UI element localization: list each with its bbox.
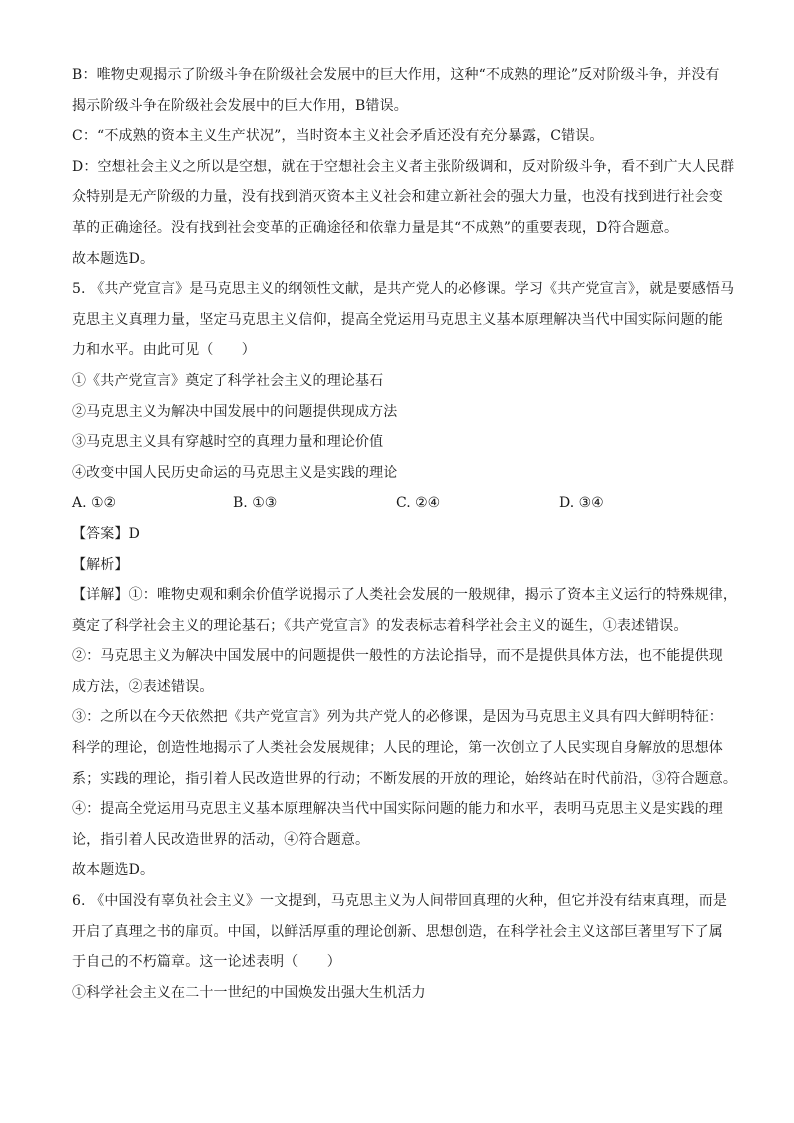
statement-4: ④改变中国人民历史命运的马克思主义是实践的理论 — [72, 464, 398, 481]
text-line: 奠定了科学社会主义的理论基石；《共产党宣言》的发表标志着科学社会主义的诞生，①表述错误。 — [72, 617, 688, 634]
question-5-stem: 5. 《共产党宣言》是马克思主义的纲领性文献，是共产党人的必修课。学习《共产党宣言》，就是要感悟马 — [72, 281, 735, 298]
question-5-stem: 力和水平。由此可见（ ） — [72, 342, 256, 359]
choice-d: D. ③④ — [559, 495, 604, 512]
choice-a: A. ①② — [72, 495, 117, 512]
statement-2: ②马克思主义为解决中国发展中的问题提供现成方法 — [72, 403, 398, 420]
text-line: ③：之所以在今天依然把《共产党宣言》列为共产党人的必修课，是因为马克思主义具有四大鲜明特征： — [72, 709, 723, 726]
text-line: 众特别是无产阶级的力量，没有找到消灭资本主义社会和建立新社会的强大力量，也没有找到进行社会变 — [72, 189, 723, 206]
text-line: 揭示阶级斗争在阶级社会发展中的巨大作用，B错误。 — [72, 97, 408, 114]
choice-c: C. ②④ — [396, 495, 441, 512]
text-line: 科学的理论，创造性地揭示了人类社会发展规律；人民的理论，第一次创立了人民实现自身解放的思想体 — [72, 740, 723, 757]
question-6-stem: 于自己的不朽篇章。这一论述表明（ ） — [72, 954, 341, 971]
question-6-stem: 6. 《中国没有辜负社会主义》一文提到，马克思主义为人间带回真理的火种，但它并没有结束真理，而是 — [72, 893, 728, 910]
text-line: 成方法，②表述错误。 — [72, 678, 214, 695]
text-line: 革的正确途径。没有找到社会变革的正确途径和依靠力量是其“不成熟”的重要表现，D符合题意。 — [72, 219, 679, 236]
analysis-label: 【解析】 — [72, 556, 129, 573]
question-6-stem: 开启了真理之书的扉页。中国，以鲜活厚重的理论创新、思想创造，在科学社会主义这部巨著里写下了属 — [72, 923, 723, 940]
text-line: B：唯物史观揭示了阶级斗争在阶级社会发展中的巨大作用，这种“不成熟的理论”反对阶级斗争，并没有 — [72, 67, 720, 83]
text-line: D：空想社会主义之所以是空想，就在于空想社会主义者主张阶级调和，反对阶级斗争，看不到广大人民群 — [72, 158, 735, 175]
answer-label: 【答案】D — [72, 525, 140, 542]
text-line: ②：马克思主义为解决中国发展中的问题提供一般性的方法论指导，而不是提供具体方法，也不能提供现 — [72, 648, 723, 665]
text-line: 论，指引着人民改造世界的活动，④符合题意。 — [72, 831, 370, 848]
text-line: 故本题选D。 — [72, 250, 155, 267]
text-line: 【详解】①：唯物史观和剩余价值学说揭示了人类社会发展的一般规律，揭示了资本主义运行的特殊规律， — [72, 587, 738, 604]
text-line: ④：提高全党运用马克思主义基本原理解决当代中国实际问题的能力和水平，表明马克思主义是实践的理 — [72, 801, 723, 818]
statement-1: ①科学社会主义在二十一世纪的中国焕发出强大生机活力 — [72, 984, 426, 1001]
statement-1: ①《共产党宣言》奠定了科学社会主义的理论基石 — [72, 372, 384, 389]
document-page — [72, 60, 738, 1008]
text-line: C：“不成熟的资本主义生产状况”，当时资本主义社会矛盾还没有充分暴露，C错误。 — [72, 128, 604, 145]
choice-b: B. ①③ — [233, 495, 278, 512]
statement-3: ③马克思主义具有穿越时空的真理力量和理论价值 — [72, 434, 384, 451]
answer-choices — [72, 488, 724, 519]
text-line: 故本题选D。 — [72, 862, 155, 879]
text-line: 系；实践的理论，指引着人民改造世界的行动；不断发展的开放的理论，始终站在时代前沿，③符合题意。 — [72, 770, 738, 787]
question-5-stem: 克思主义真理力量，坚定马克思主义信仰，提高全党运用马克思主义基本原理解决当代中国实际问题的能 — [72, 311, 723, 328]
